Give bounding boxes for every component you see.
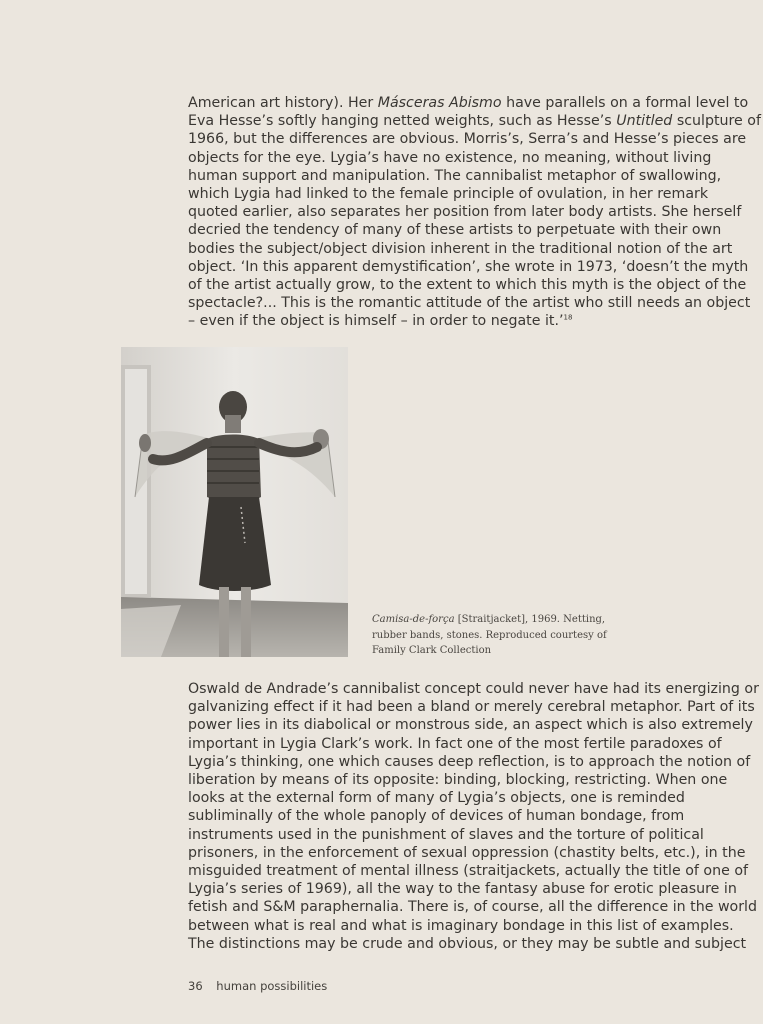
text-run: rubber bands, stones. Reproduced courtesy of [372,629,607,641]
text-run: of the artist actually grow, to the extent to which this myth is the object of the [188,277,747,294]
para1-line [188,312,688,330]
text-run: between what is real and what is imaginary bondage in this list of examples. [188,917,734,934]
para2-line [188,862,749,880]
artwork-photograph [121,347,348,657]
para2-line [188,898,758,916]
para2-line [188,807,688,825]
text-run: quoted earlier, also separates her position from later body artists. She herself [188,204,742,221]
para1-line [188,112,761,130]
para1-line [188,294,751,312]
running-title: human possibilities [216,979,328,993]
body-paragraph-top [188,94,761,331]
page-number: 36 [188,979,203,993]
text-run: human support and manipulation. The cannibalist metaphor of swallowing, [188,167,722,184]
para2-line [188,735,722,753]
text-run: spectacle?... This is the romantic attitude of the artist who still needs an object [188,295,751,312]
para1-line [188,94,749,112]
para2-line [188,826,704,844]
caption-line [372,643,602,659]
text-run: have parallels on a formal level to [501,95,749,111]
para1-line [188,203,742,221]
text-run: power lies in its diabolical or monstrous side, an aspect which is also extremely [188,717,753,734]
para2-line [188,880,737,898]
text-run: important in Lygia Clark’s work. In fact one of the most fertile paradoxes of [188,735,722,752]
text-run: instruments used in the punishment of slaves and the torture of political [188,826,704,843]
para1-line [188,240,733,258]
text-run: Lygia’s series of 1969), all the way to the fantasy abuse for erotic pleasure in [188,881,737,898]
para1-line [188,130,747,148]
text-run: American art history). Her [188,95,378,111]
para2-line [188,680,759,698]
italic-title: Másceras Abismo [377,95,502,111]
text-run: Eva Hesse’s softly hanging netted weights, such as Hesse’s [188,113,617,130]
para2-line [188,789,688,807]
text-run: object. ‘In this apparent demystification’, she wrote in 1973, ‘doesn’t the myth [188,258,749,275]
para1-line [188,258,749,276]
text-run: galvanizing effect if it had been a bland or merely cerebral metaphor. Part of its [188,699,755,716]
italic-title: Untitled [616,113,673,130]
text-run: Oswald de Andrade’s cannibalist concept could never have had its energizing or [188,681,759,697]
para1-line [188,149,712,167]
text-run: – even if the object is himself – in order to negate it.’ [188,313,564,330]
text-run: 1966, but the differences are obvious. Morris’s, Serra’s and Hesse’s pieces are [188,131,747,148]
text-run: decried the tendency of many of these artists to perpetuate with their own [188,222,722,239]
text-run: [Straitjacket], 1969. Netting, [454,614,606,625]
para2-line [188,917,734,935]
text-run: objects for the eye. Lygia’s have no existence, no meaning, without living [188,149,712,166]
text-run: The distinctions may be crude and obvious, or they may be subtle and subject [188,935,747,952]
text-run: subliminally of the whole panoply of devices of human bondage, from [188,808,685,825]
para1-line [188,276,747,294]
text-run: Lygia’s thinking, one which causes deep reflection, is to approach the notion of [188,753,751,770]
para2-line [188,771,728,789]
caption-line [372,612,606,628]
text-run: sculpture of [672,113,761,130]
text-run: looks at the external form of many of Lygia’s objects, one is reminded [188,790,685,807]
text-run: liberation by means of its opposite: binding, blocking, restricting. When one [188,772,728,789]
text-run: Family Clark Collection [372,645,492,656]
para2-line [188,753,751,771]
para2-line [188,716,753,734]
para1-line [188,167,722,185]
text-run: misguided treatment of mental illness (straitjackets, actually the title of one of [188,863,749,880]
photo-caption [372,612,607,659]
para2-line [188,935,747,953]
page-footer [188,979,327,993]
italic-title: Camisa-de-força [372,614,455,625]
para2-line [188,698,755,716]
caption-line [372,628,607,644]
footnote-ref: 18 [563,313,573,322]
para1-line [188,185,709,203]
text-run: prisoners, in the enforcement of sexual oppression (chastity belts, etc.), in the [188,844,746,861]
text-run: which Lygia had linked to the female principle of ovulation, in her remark [188,186,709,203]
para1-line [188,221,722,239]
body-paragraph-bottom [188,680,759,953]
para2-line [188,844,746,862]
text-run: fetish and S&M paraphernalia. There is, of course, all the difference in the world [188,899,758,916]
text-run: bodies the subject/object division inherent in the traditional notion of the art [188,240,733,257]
